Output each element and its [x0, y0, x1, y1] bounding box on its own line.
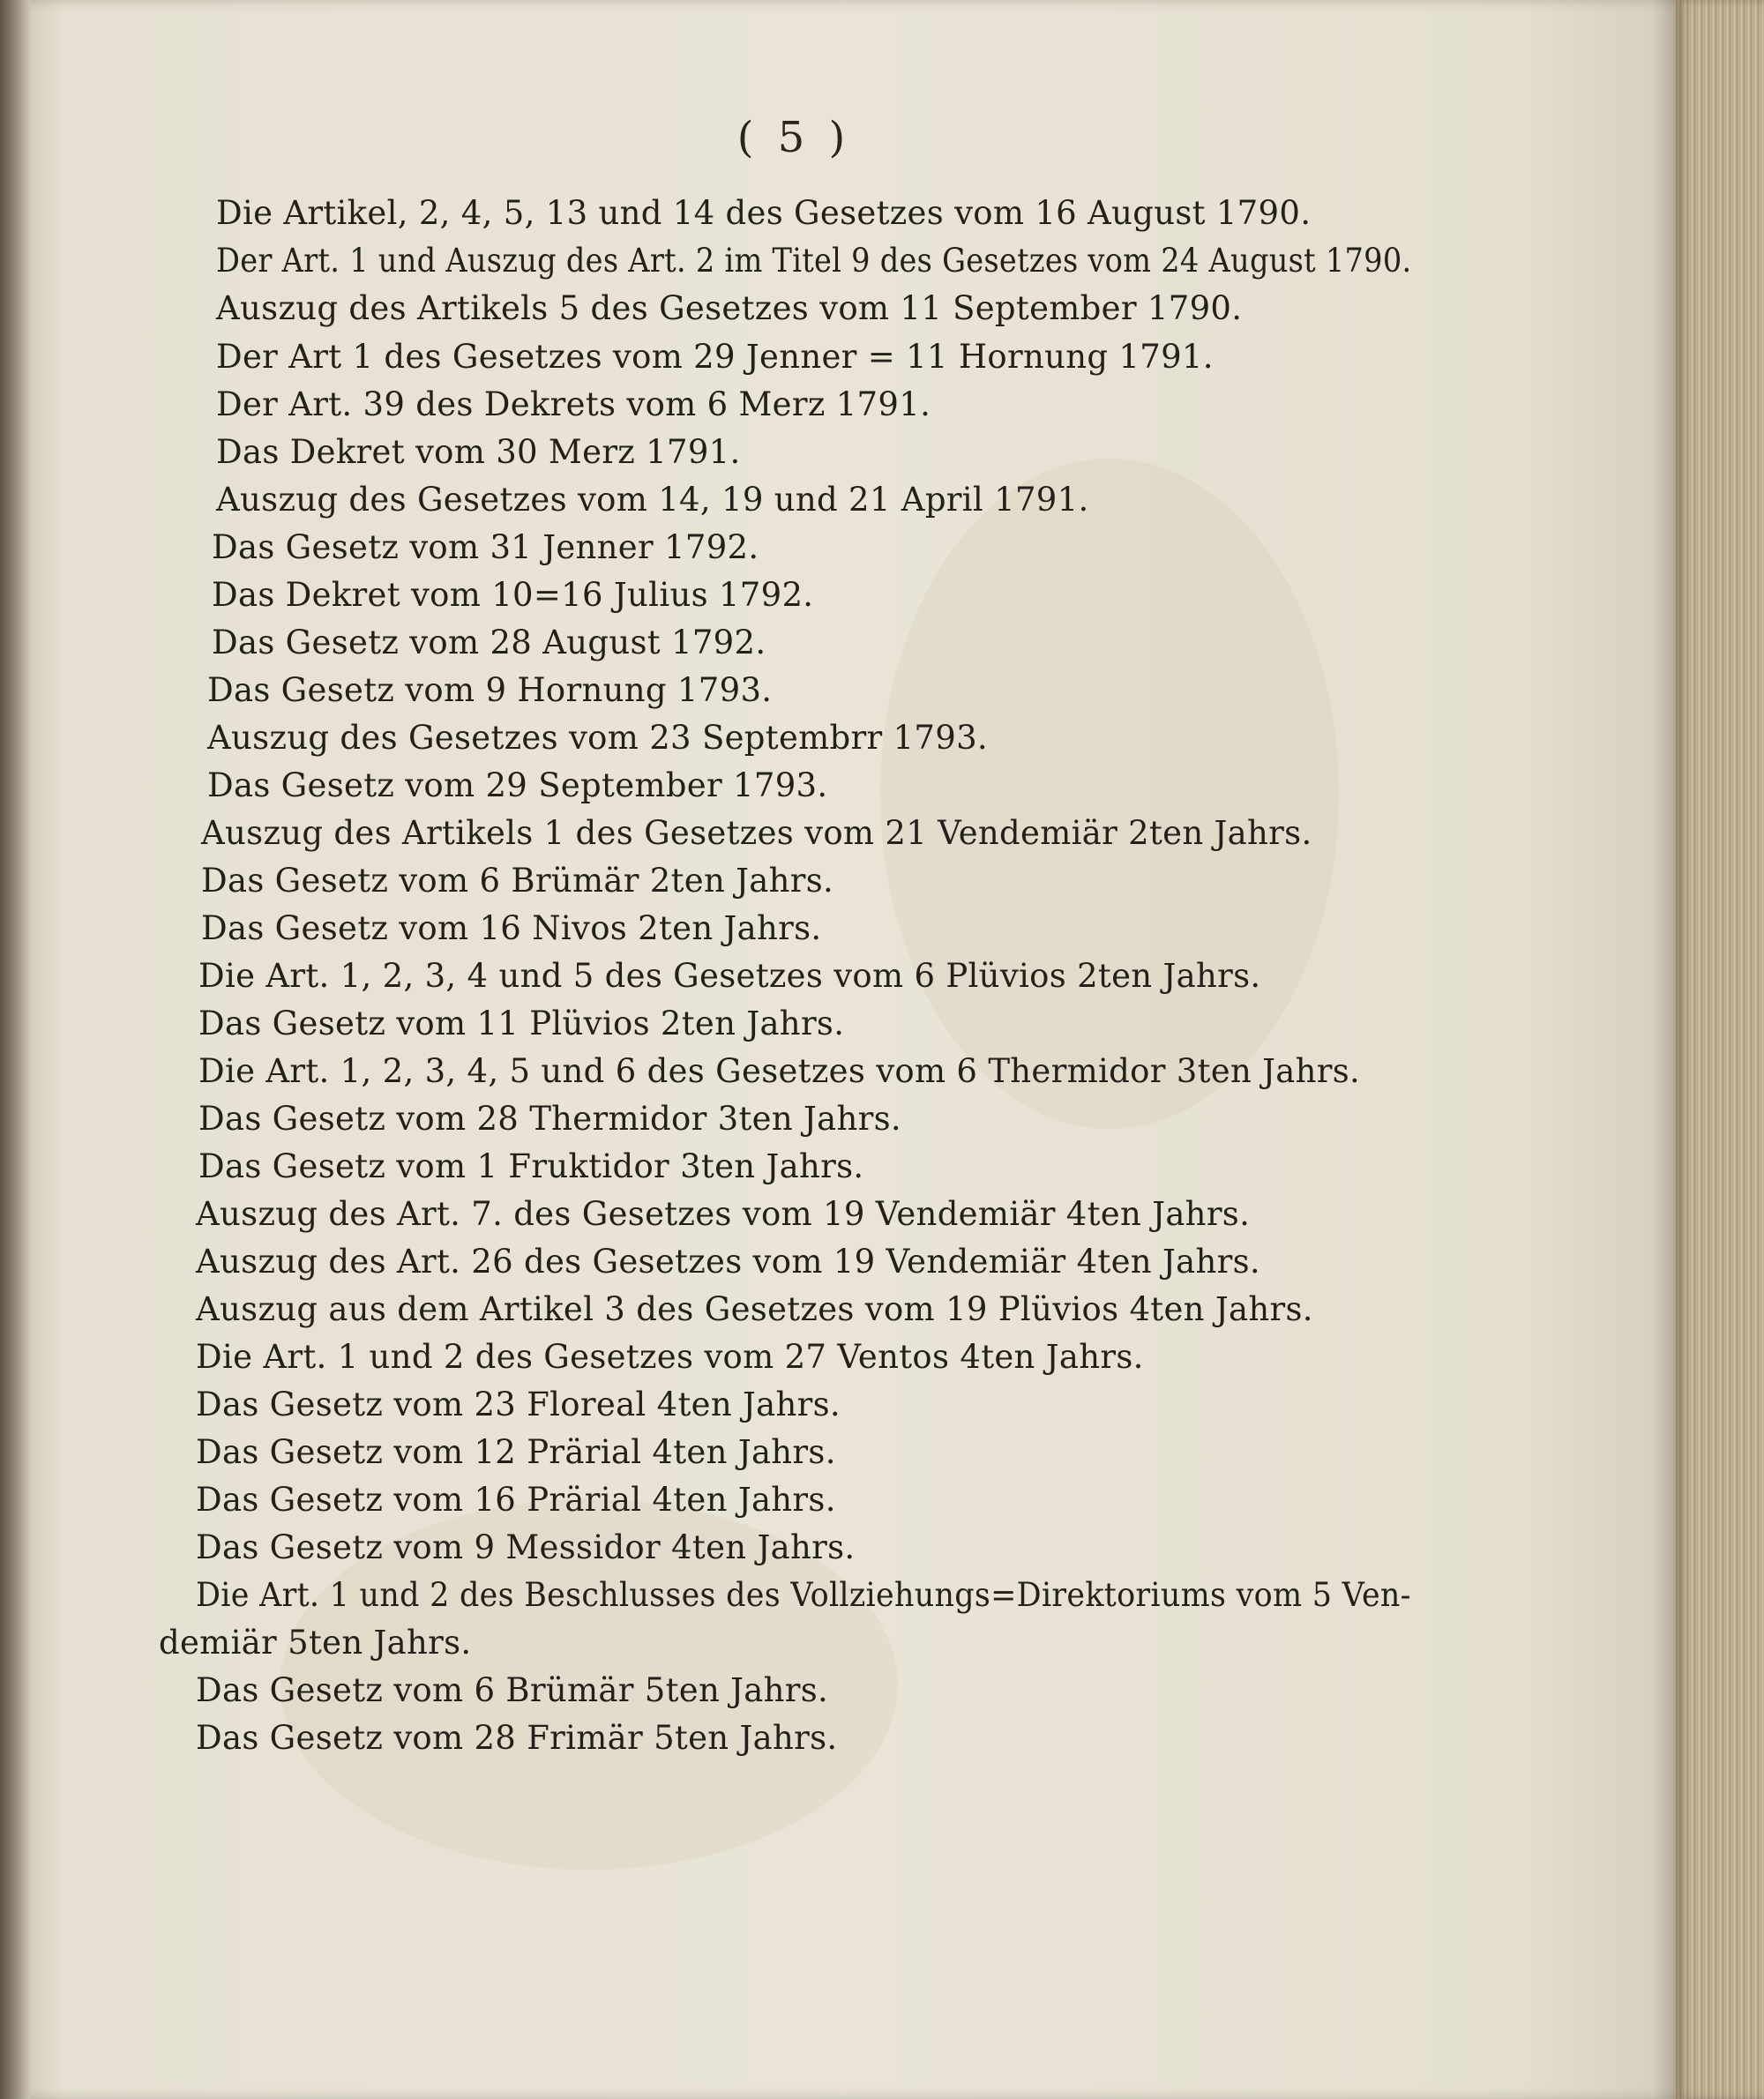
list-item: Das Gesetz vom 29 September 1793. [207, 766, 828, 804]
list-item: Auszug des Artikels 1 des Gesetzes vom 21 Vendemiär 2ten Jahrs. [201, 814, 1312, 852]
list-item: Auszug des Art. 26 des Gesetzes vom 19 Vendemiär 4ten Jahrs. [196, 1243, 1260, 1281]
page-number: ( 5 ) [736, 113, 851, 162]
list-item: Das Gesetz vom 28 Frimär 5ten Jahrs. [196, 1719, 838, 1757]
list-item: Auszug aus dem Artikel 3 des Gesetzes vom 19 Plüvios 4ten Jahrs. [196, 1290, 1313, 1328]
list-item: Der Art. 1 und Auszug des Art. 2 im Titel 9 des Gesetzes vom 24 August 1790. [216, 242, 1412, 280]
list-item: Das Gesetz vom 9 Messidor 4ten Jahrs. [196, 1528, 856, 1566]
list-item: Das Gesetz vom 6 Brümär 2ten Jahrs. [201, 862, 834, 900]
list-item: Die Art. 1 und 2 des Gesetzes vom 27 Ventos 4ten Jahrs. [196, 1338, 1144, 1376]
list-item-continuation: demiär 5ten Jahrs. [159, 1624, 472, 1662]
list-item: Die Artikel, 2, 4, 5, 13 und 14 des Gesetzes vom 16 August 1790. [216, 194, 1312, 232]
list-item: Das Gesetz vom 23 Floreal 4ten Jahrs. [196, 1386, 841, 1423]
list-item: Das Gesetz vom 28 Thermidor 3ten Jahrs. [198, 1100, 901, 1138]
list-item: Der Art. 39 des Dekrets vom 6 Merz 1791. [216, 385, 931, 423]
list-item: Der Art 1 des Gesetzes vom 29 Jenner = 11 Hornung 1791. [216, 338, 1214, 376]
list-item: Das Gesetz vom 28 August 1792. [212, 624, 766, 661]
list-item: Das Gesetz vom 6 Brümär 5ten Jahrs. [196, 1671, 829, 1709]
list-item: Das Gesetz vom 16 Prärial 4ten Jahrs. [196, 1481, 836, 1519]
list-item: Das Gesetz vom 12 Prärial 4ten Jahrs. [196, 1433, 836, 1471]
list-item: Das Gesetz vom 11 Plüvios 2ten Jahrs. [198, 1005, 845, 1042]
list-item: Die Art. 1, 2, 3, 4 und 5 des Gesetzes vom 6 Plüvios 2ten Jahrs. [198, 957, 1261, 995]
list-item: Das Gesetz vom 1 Fruktidor 3ten Jahrs. [198, 1147, 864, 1185]
list-item: Das Dekret vom 10=16 Julius 1792. [212, 576, 814, 614]
list-item: Auszug des Artikels 5 des Gesetzes vom 11 September 1790. [216, 289, 1243, 327]
list-item: Auszug des Gesetzes vom 14, 19 und 21 April 1791. [216, 481, 1089, 519]
list-item: Das Dekret vom 30 Merz 1791. [216, 433, 741, 471]
list-item: Das Gesetz vom 31 Jenner 1792. [212, 528, 759, 566]
list-item: Die Art. 1, 2, 3, 4, 5 und 6 des Gesetzes vom 6 Thermidor 3ten Jahrs. [198, 1052, 1361, 1090]
list-item: Die Art. 1 und 2 des Beschlusses des Vollziehungs=Direktoriums vom 5 Ven- [196, 1576, 1411, 1614]
list-item: Auszug des Gesetzes vom 23 Septembrr 1793. [207, 719, 988, 757]
list-item: Das Gesetz vom 16 Nivos 2ten Jahrs. [201, 909, 822, 947]
list-item: Auszug des Art. 7. des Gesetzes vom 19 Vendemiär 4ten Jahrs. [196, 1195, 1251, 1233]
list-item: Das Gesetz vom 9 Hornung 1793. [207, 671, 773, 709]
